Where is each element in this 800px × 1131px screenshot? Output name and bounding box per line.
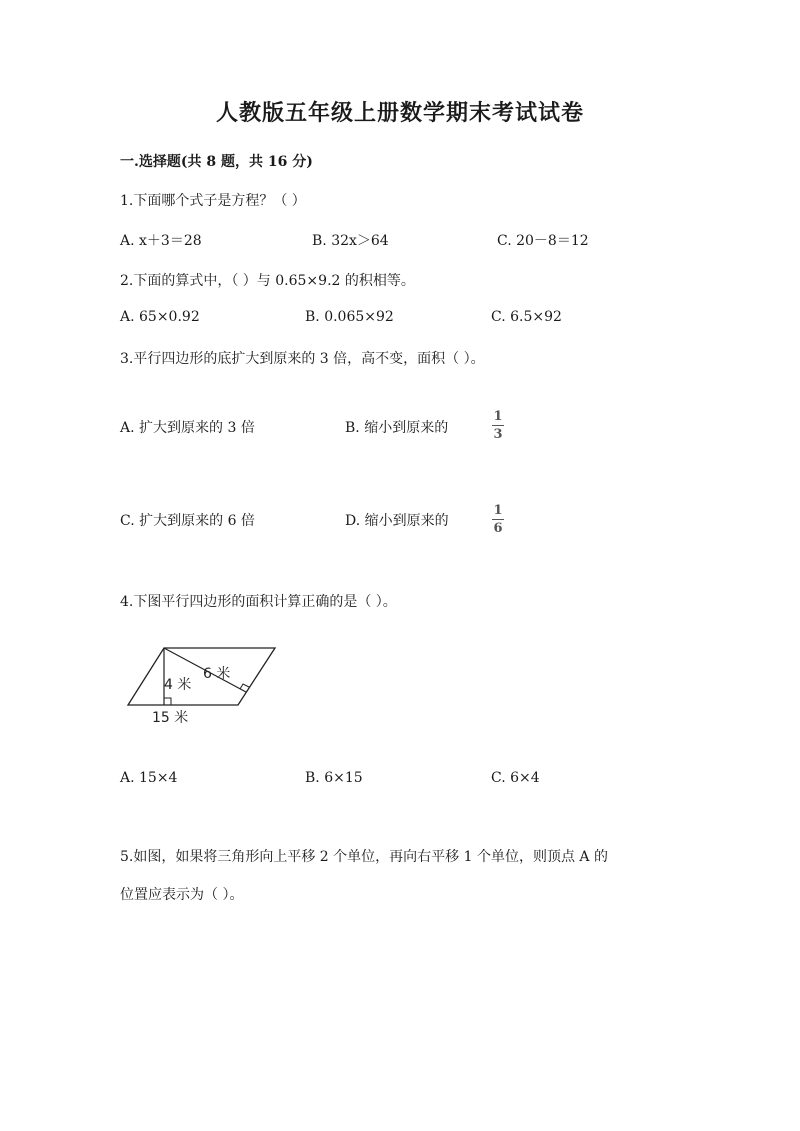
q2-option-a[interactable]: A. 65×0.92 <box>120 309 200 325</box>
question-2: 2.下面的算式中，（ ）与 0.65×9.2 的积相等。 <box>120 273 415 289</box>
q4-option-b[interactable]: B. 6×15 <box>305 770 363 786</box>
question-5-line-1: 5.如图，如果将三角形向上平移 2 个单位，再向右平移 1 个单位，则顶点 A 的 <box>120 849 608 865</box>
right-angle-mark-side <box>240 684 249 689</box>
q4-option-a[interactable]: A. 15×4 <box>120 770 178 786</box>
section-heading: 一.选择题(共 8 题，共 16 分) <box>120 154 313 170</box>
parallelogram-figure <box>120 640 290 730</box>
fraction-one-third <box>490 410 506 441</box>
fraction-numerator: 1 <box>493 503 503 518</box>
q3-option-c[interactable]: C. 扩大到原来的 6 倍 <box>120 513 255 529</box>
parallelogram-outline <box>128 648 275 705</box>
q3-option-d[interactable]: D. 缩小到原来的 <box>345 513 449 529</box>
fraction-denominator: 6 <box>493 521 503 536</box>
question-4: 4.下图平行四边形的面积计算正确的是（ ）。 <box>120 594 397 610</box>
fraction-one-sixth <box>490 504 506 535</box>
question-3: 3.平行四边形的底扩大到原来的 3 倍，高不变，面积（ ）。 <box>120 351 485 367</box>
q1-option-a[interactable]: A. x＋3＝28 <box>120 233 202 249</box>
page-title: 人教版五年级上册数学期末考试试卷 <box>215 100 584 126</box>
q2-option-b[interactable]: B. 0.065×92 <box>305 309 394 325</box>
label-height: 4 米 <box>164 677 192 693</box>
q3-option-a[interactable]: A. 扩大到原来的 3 倍 <box>120 420 255 436</box>
question-1: 1.下面哪个式子是方程？（ ） <box>120 193 306 209</box>
label-base: 15 米 <box>152 710 189 726</box>
q4-option-c[interactable]: C. 6×4 <box>491 770 540 786</box>
q2-option-c[interactable]: C. 6.5×92 <box>491 309 562 325</box>
q3-option-b[interactable]: B. 缩小到原来的 <box>345 420 449 436</box>
right-angle-mark-base <box>164 698 171 705</box>
q1-option-c[interactable]: C. 20－8＝12 <box>497 233 589 249</box>
fraction-denominator: 3 <box>493 427 503 442</box>
q1-option-b[interactable]: B. 32x＞64 <box>312 233 389 249</box>
label-side-length: 6 米 <box>203 666 231 682</box>
fraction-numerator: 1 <box>493 409 503 424</box>
question-5-line-2: 位置应表示为（ ）。 <box>120 887 244 903</box>
